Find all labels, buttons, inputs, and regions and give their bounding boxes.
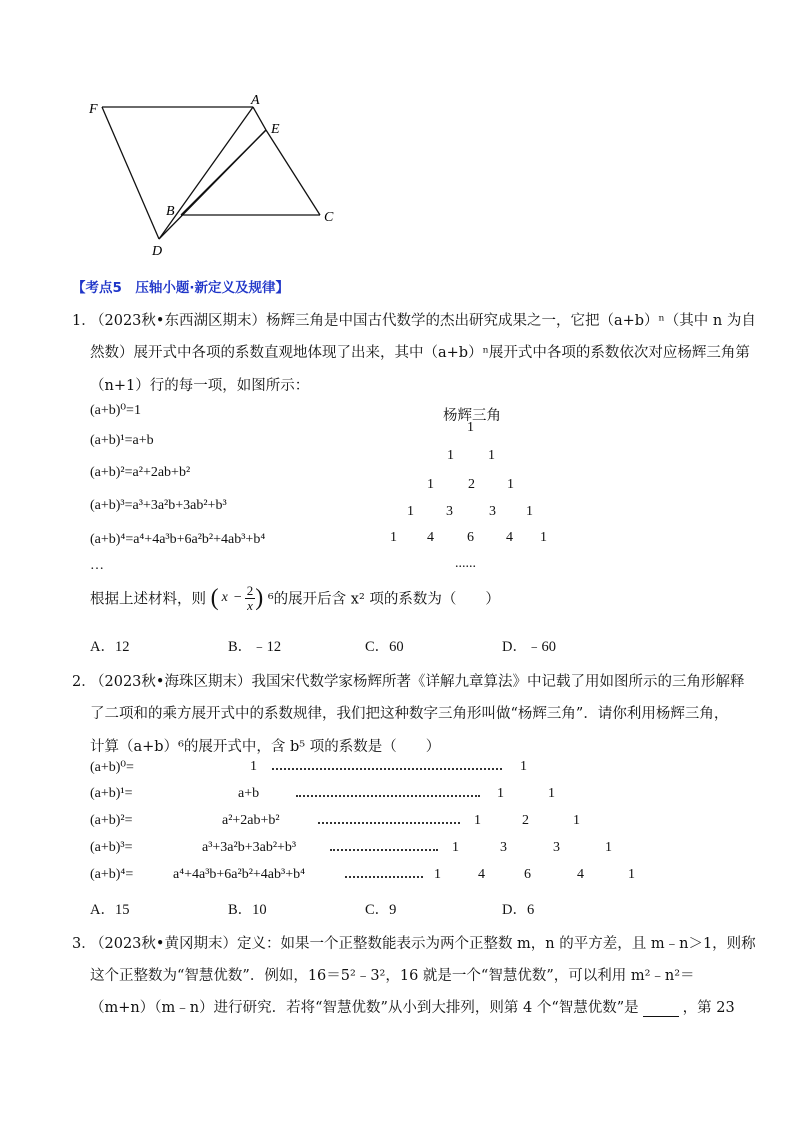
q1-expansion-2: (a+b)²=a²+2ab+b² [90,465,191,480]
q2-row-rhs: a⁴+4a³b+6a²b²+4ab³+b⁴ [173,867,305,882]
q1-stem-line-2: 然数）展开式中各项的系数直观地体现了出来，其中（a+b）ⁿ展开式中各项的系数依次对应杨辉三角第 [90,345,750,361]
q1-triangle-cell: 1 [467,420,474,435]
q2-row-rhs: a³+3a²b+3ab²+b³ [202,840,297,855]
fraction-denominator: x [247,597,253,613]
q2-coeff: 4 [478,867,485,882]
q1-triangle-cell: 1 [427,477,434,492]
label-b: B [166,204,175,219]
q1-triangle-cell: 6 [467,530,474,545]
segment-ae [253,107,266,130]
q2-coeff: 1 [628,867,635,882]
q1-expansion-4: (a+b)⁴=a⁴+4a³b+6a²b²+4ab³+b⁴ [90,532,266,547]
q1-expression [211,584,264,612]
q1-triangle-cell: 1 [447,448,454,463]
q2-row-lhs: (a+b)⁴= [90,867,134,882]
dot-leader [272,768,502,770]
right-paren: ) [255,585,264,612]
q2-coeff: 4 [577,867,584,882]
q2-row-lhs: (a+b)⁰= [90,760,134,775]
q2-coeff: 1 [497,786,504,801]
q1-triangle-cell: 1 [507,477,514,492]
q1-expansion-3: (a+b)³=a³+3a²b+3ab²+b³ [90,498,227,513]
q2-option-b[interactable]: B．10 [228,902,267,918]
segment-de [159,130,266,239]
q2-option-d[interactable]: D．6 [502,902,535,918]
q2-row-lhs: (a+b)¹= [90,786,133,801]
q1-stem-line-3: （n+1）行的每一项，如图所示： [90,378,310,394]
q2-stem-line-2: 了二项和的乘方展开式中的系数规律，我们把这种数字三角形叫做“杨辉三角”．请你利用杨辉三角， [90,706,729,722]
q2-coeff: 1 [520,759,527,774]
segment-ec [266,130,320,215]
q3-stem-line-2: 这个正整数为“智慧优数”．例如，16＝5²﹣3²，16 就是一个“智慧优数”，可以利用 m²﹣n²＝ [90,968,695,984]
q1-triangle-cell: 4 [427,530,434,545]
q1-var-x: x [221,590,228,606]
q2-coeff: 3 [553,840,560,855]
q1-option-d[interactable]: D．﹣60 [502,639,556,655]
q2-row-lhs: (a+b)²= [90,813,133,828]
q1-option-b[interactable]: B．﹣12 [228,639,282,655]
minus-sign: − [233,590,242,606]
q1-expansion-ellipsis: … [90,558,104,573]
segment-ad [159,107,253,239]
q1-triangle-cell: 1 [488,448,495,463]
q2-coeff: 3 [500,840,507,855]
q2-coeff: 2 [522,813,529,828]
q1-option-c[interactable]: C．60 [365,639,404,655]
q1-fraction [245,584,256,612]
label-f: F [89,102,98,117]
q2-stem-line-3: 计算（a+b）⁶的展开式中，含 b⁵ 项的系数是（ ） [90,739,441,755]
q1-triangle-cell: 1 [540,530,547,545]
q2-coeff: 1 [605,840,612,855]
dot-leader [345,876,423,878]
q1-expansion-0: (a+b)⁰=1 [90,403,141,418]
left-paren: ( [210,585,219,612]
label-e: E [271,122,280,137]
dot-leader [318,822,460,824]
q2-stem-line-1: （2023秋•海珠区期末）我国宋代数学家杨辉所著《详解九章算法》中记载了用如图所示的三角形解释 [90,674,745,690]
q3-stem-line-3 [90,996,735,1017]
segment-fd [102,107,159,239]
q1-triangle-dots: ...... [455,556,476,571]
q1-triangle-title: 杨辉三角 [443,408,501,424]
q1-option-a[interactable]: A．12 [90,639,130,655]
fraction-numerator: 2 [246,583,254,598]
q2-coeff: 1 [548,786,555,801]
q2-row-rhs: a²+2ab+b² [222,813,280,828]
q1-triangle-cell: 1 [526,504,533,519]
q1-prompt-post: ⁶的展开后含 x² 项的系数为（ ） [267,591,500,608]
q1-stem-line-1: （2023秋•东西湖区期末）杨辉三角是中国古代数学的杰出研究成果之一，它把（a+b）ⁿ（其中 n 为自 [90,313,756,329]
dot-leader [330,849,438,851]
q3-line-3-post: ，第 23 [682,1000,735,1016]
q1-number: 1． [72,313,96,329]
q2-coeff: 1 [474,813,481,828]
q1-triangle-cell: 3 [489,504,496,519]
q1-triangle-cell: 3 [446,504,453,519]
q2-coeff: 6 [524,867,531,882]
q2-coeff: 1 [452,840,459,855]
label-c: C [324,210,334,225]
q2-row-lhs: (a+b)³= [90,840,133,855]
q1-triangle-cell: 2 [468,477,475,492]
q1-triangle-cell: 1 [407,504,414,519]
q1-triangle-cell: 4 [506,530,513,545]
q2-coeff: 1 [573,813,580,828]
label-d: D [152,244,163,259]
q2-coeff: 1 [434,867,441,882]
q1-expansion-1: (a+b)¹=a+b [90,433,154,448]
q3-answer-blank[interactable] [643,1000,679,1017]
label-a: A [251,93,260,108]
q2-option-a[interactable]: A．15 [90,902,130,918]
q3-number: 3． [72,936,96,952]
q3-line-3-pre: （m+n）（m﹣n）进行研究．若将“智慧优数”从小到大排列，则第 4 个“智慧优数”是 [90,1000,639,1016]
q1-prompt [90,584,500,624]
section-title: 【考点5 压轴小题·新定义及规律】 [72,280,290,296]
q1-triangle-cell: 1 [390,530,397,545]
q3-stem-line-1: （2023秋•黄冈期末）定义：如果一个正整数能表示为两个正整数 m，n 的平方差，且 m﹣n＞1，则称 [90,936,756,952]
q2-row-rhs: 1 [250,759,257,774]
q2-option-c[interactable]: C．9 [365,902,397,918]
q2-number: 2． [72,674,96,690]
dot-leader [296,795,480,797]
q2-row-rhs: a+b [238,786,260,801]
geometry-figure [80,88,350,263]
q1-prompt-pre: 根据上述材料，则 [90,591,206,608]
